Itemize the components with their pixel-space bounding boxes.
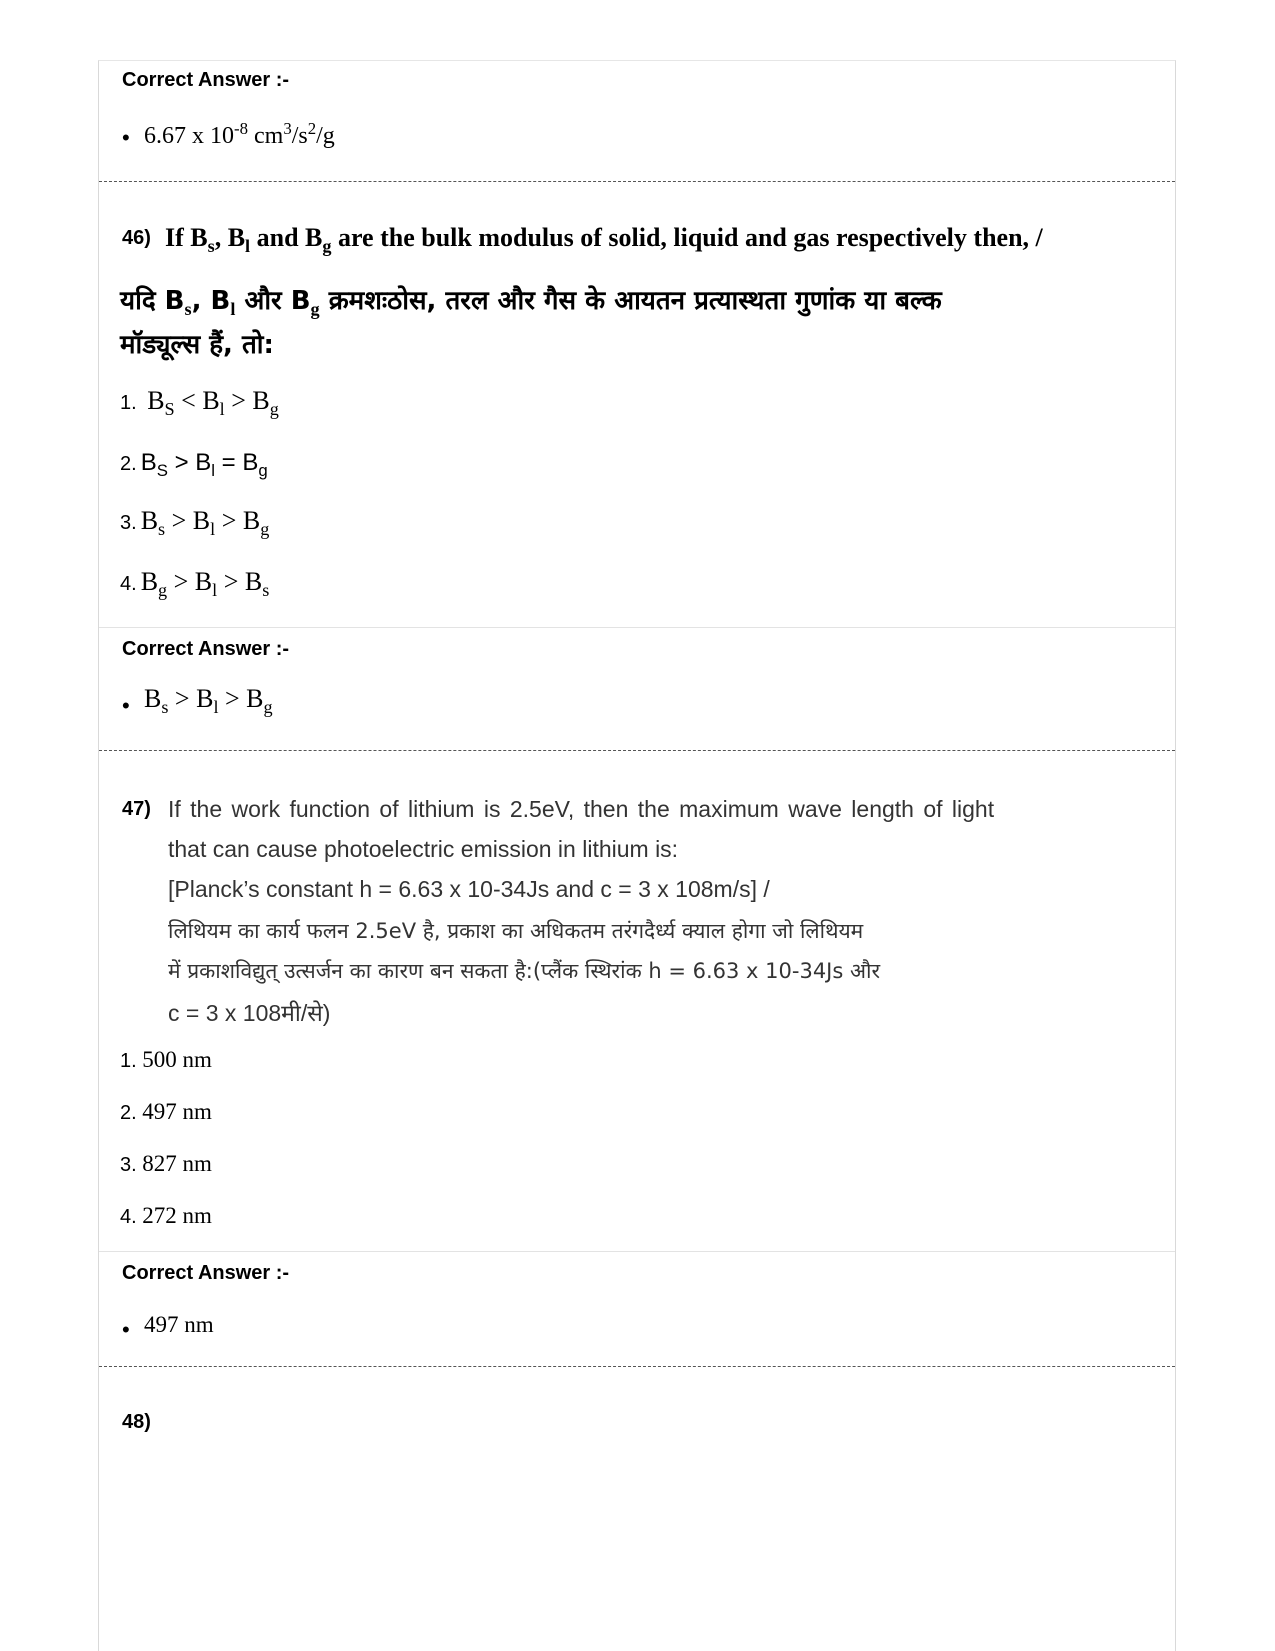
question-text-line2: that can cause photoelectric emission in lithium is:: [168, 836, 679, 862]
question-number: 46): [122, 227, 151, 249]
answer-bullet: •: [122, 125, 130, 150]
question-text-hindi: यदि $B_s$, $B_l$ और $B_g$ क्रमशःठोस, तरल और गैस के आयतन प्रत्यास्थता गुणांक या बल्क: [120, 286, 942, 320]
question-text-english: If $B_s$, $B_l$ and $B_g$ are the bulk modulus of solid, liquid and gas respectively then, /: [165, 223, 1043, 257]
correct-answer-value: 497 nm: [144, 1312, 214, 1337]
question-separator: [99, 750, 1175, 751]
correct-answer-value: $B_s > B_l > B_g$: [144, 684, 273, 718]
correct-answer-label: Correct Answer :-: [122, 69, 290, 91]
question-text-hindi-line2: मॉड्यूल्स हैं, तो:: [120, 330, 274, 360]
correct-answer-value: 6.67 x $10^{-8}$ $cm^3/s^2/g$: [144, 119, 335, 149]
answer-bullet: •: [122, 1317, 130, 1342]
question-text-line1: If the work function of lithium is 2.5eV, then the maximum wave length of light: [168, 796, 995, 822]
option-3[interactable]: 3. $B_s > B_l > B_g$: [120, 506, 270, 540]
option-1[interactable]: 1. 500 nm: [120, 1047, 212, 1072]
question-number: 48): [122, 1411, 151, 1433]
question-number: 47): [122, 798, 151, 820]
question-text-line3: [Planck’s constant h = 6.63 x 10-34Js and c = 3 x 108m/s] /: [168, 876, 770, 902]
question-separator: [99, 1366, 1175, 1367]
option-2[interactable]: 2. 497 nm: [120, 1099, 212, 1124]
option-4[interactable]: 4. $B_g > B_l > B_s$: [120, 567, 270, 601]
question-text-hindi-line2: में प्रकाशविद्युत् उत्सर्जन का कारण बन सकता है:(प्लैंक स्थिरांक h = 6.63 x 10-34Js और: [168, 959, 881, 983]
question-separator: [99, 181, 1175, 182]
correct-answer-label: Correct Answer :-: [122, 1262, 290, 1284]
option-4[interactable]: 4. 272 nm: [120, 1203, 212, 1228]
option-3[interactable]: 3. 827 nm: [120, 1151, 212, 1176]
correct-answer-label: Correct Answer :-: [122, 638, 290, 660]
answer-bullet: •: [122, 693, 130, 718]
answer-divider: [99, 627, 1175, 628]
answer-divider: [99, 1251, 1175, 1252]
question-text-hindi-line3: c = 3 x 108मी/से): [168, 1000, 331, 1026]
option-1[interactable]: 1. $B_S < B_l > B_g$: [120, 386, 279, 420]
question-text-hindi-line1: लिथियम का कार्य फलन 2.5eV है, प्रकाश का अधिकतम तरंगदैर्ध्य क्याल होगा जो लिथियम: [168, 919, 864, 943]
question-page: [98, 60, 1176, 1651]
option-2[interactable]: 2. $B_S > B_l = B_g$: [120, 449, 268, 480]
